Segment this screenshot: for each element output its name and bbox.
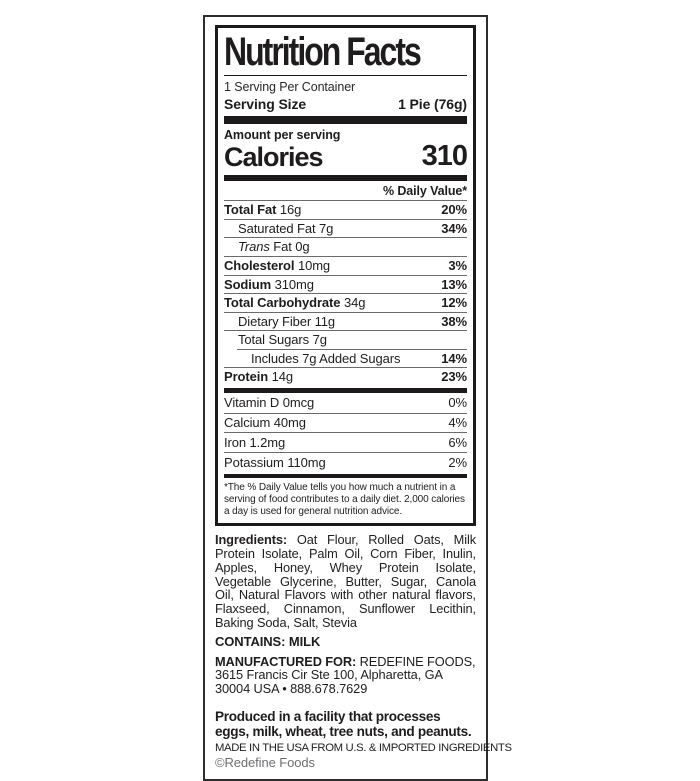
nutrient-name: Fat: [273, 239, 292, 255]
nutrient-dv: 23%: [441, 369, 467, 385]
nutrient-row-sodium: [224, 275, 467, 294]
nutrient-amount: 310mg: [274, 276, 314, 292]
micronutrient-row-iron: [224, 432, 467, 452]
serving-size-value: 1 Pie (76g): [398, 96, 467, 113]
nutrient-dv: 13%: [441, 276, 467, 292]
calories-row: [224, 140, 467, 173]
nutrient-name: Cholesterol: [224, 257, 295, 273]
nutrient-amount: 14g: [271, 369, 293, 385]
ingredients-text: Oat Flour, Rolled Oats, Milk Protein Isolate, Palm Oil, Corn Fiber, Inulin, Apples, Honey, Whey Protein Isolate, Vegetable Glycerine, Butter, Sugar, Canola Oil, Natural Flavors with other natural flavors, Flaxseed, Cinnamon, Sunflower Lecithin, Baking Soda, Salt, Stevia: [215, 532, 476, 630]
daily-value-footnote: *The % Daily Value tells you how much a nutrient in a serving of food contributes to a daily diet. 2,000 calories a day is used for general nutrition advice.: [224, 481, 465, 518]
nutrient-amount: 110mg: [287, 454, 326, 470]
nutrient-row-added-sugars: [237, 349, 467, 368]
nutrient-name: Sodium: [224, 276, 272, 292]
serving-size-label: Serving Size: [224, 96, 307, 113]
manufactured-for-block: [215, 655, 476, 696]
serving-size-row: [224, 95, 467, 115]
servings-per-container: 1 Serving Per Container: [224, 80, 356, 94]
nutrient-amount: 0g: [295, 239, 310, 255]
nutrient-amount: 11g: [314, 313, 336, 329]
nutrient-dv: 0%: [448, 395, 467, 411]
amount-per-serving-label: Amount per serving: [224, 128, 341, 143]
manufactured-for-label: MANUFACTURED FOR:: [215, 653, 357, 669]
nutrient-dv: 6%: [448, 434, 467, 450]
daily-value-header: % Daily Value*: [382, 184, 467, 199]
nutrient-name: Dietary Fiber: [238, 313, 312, 329]
nutrient-name: Includes 7g Added Sugars: [251, 350, 401, 366]
calories-value: 310: [421, 140, 467, 173]
nutrient-row-saturated-fat: [224, 219, 467, 238]
nutrient-amount: 0mcg: [282, 395, 315, 411]
nutrient-name: Total Sugars: [238, 332, 310, 348]
nutrient-name: Saturated Fat: [238, 220, 316, 236]
nutrient-row-total-sugars: [224, 330, 467, 349]
nutrient-dv: 14%: [441, 350, 467, 366]
nutrient-amount: 34g: [343, 295, 366, 311]
thick-divider: [224, 175, 467, 181]
micronutrient-row-vitamin-d: [224, 394, 467, 413]
nutrient-name-italic: Trans: [238, 239, 270, 255]
nutrient-amount: 10mg: [297, 257, 331, 273]
nutrient-name: Total Carbohydrate: [224, 295, 341, 311]
nutrient-row-protein: [224, 367, 467, 386]
label-card: [203, 15, 512, 781]
nutrient-name: Protein: [224, 369, 269, 385]
ingredients-label: Ingredients:: [215, 532, 288, 548]
nutrient-amount: 1.2mg: [249, 434, 286, 450]
nutrition-facts-header: [224, 31, 467, 76]
nutrient-row-cholesterol: [224, 256, 467, 275]
nutrient-dv: 2%: [448, 454, 467, 470]
nutrient-row-dietary-fiber: [224, 312, 467, 331]
nutrient-dv: 38%: [441, 313, 467, 329]
nutrient-name: Potassium: [224, 454, 284, 470]
micronutrient-row-potassium: [224, 452, 467, 472]
manufactured-for-value: REDEFINE FOODS, 3615 Francis Cir Ste 100, Alpharetta, GA 30004 USA • 888.678.7629: [215, 653, 476, 697]
nutrition-facts-title: Nutrition Facts: [224, 30, 420, 74]
origin-statement: MADE IN THE USA FROM U.S. & IMPORTED INGREDIENTS: [215, 742, 512, 755]
allergy-notice: Produced in a facility that processes eggs, milk, wheat, tree nuts, and peanuts.: [215, 708, 472, 740]
nutrient-row-trans-fat: [224, 237, 467, 256]
copyright-line: ©Redefine Foods: [215, 754, 315, 770]
nutrient-amount: 7g: [318, 220, 334, 236]
nutrient-dv: 4%: [448, 415, 467, 430]
nutrient-name: Total Fat: [224, 202, 277, 218]
thick-divider: [224, 388, 467, 393]
nutrient-dv: 12%: [441, 295, 467, 311]
nutrient-amount: 16g: [279, 202, 302, 218]
nutrition-facts-panel: [215, 25, 476, 526]
nutrient-name: Vitamin D: [224, 395, 280, 411]
contains-statement: CONTAINS: MILK: [215, 634, 321, 650]
nutrient-amount: 40mg: [273, 415, 306, 430]
ingredients-paragraph: [215, 533, 476, 629]
micronutrient-row-calcium: [224, 413, 467, 433]
nutrient-row-total-carbohydrate: [224, 293, 467, 312]
nutrient-dv: 34%: [441, 220, 467, 236]
nutrient-dv: 20%: [441, 202, 467, 218]
nutrient-amount: 7g: [312, 332, 327, 348]
nutrient-dv: 3%: [448, 257, 467, 273]
nutrient-name: Calcium: [224, 415, 271, 430]
nutrient-name: Iron: [224, 434, 247, 450]
calories-label: Calories: [224, 142, 323, 173]
nutrient-row-total-fat: [224, 200, 467, 219]
thick-divider: [224, 116, 467, 124]
